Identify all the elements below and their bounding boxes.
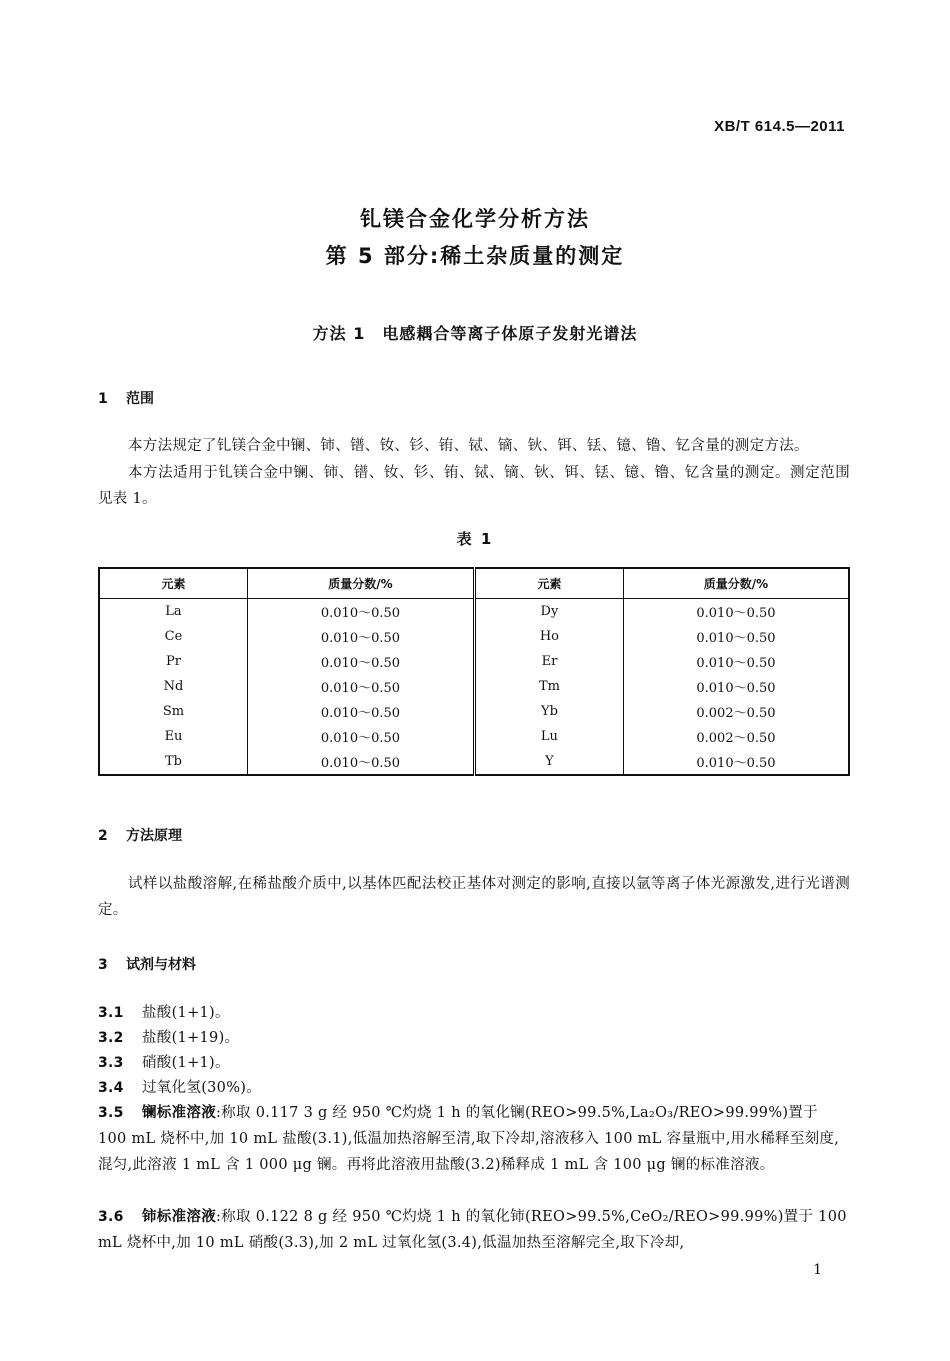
section-3-heading <box>98 954 196 974</box>
range-table <box>98 567 850 776</box>
range-cell: 0.010～0.50 <box>248 724 475 749</box>
range-cell: 0.010～0.50 <box>248 699 475 724</box>
item-label: 铈标准溶液 <box>142 1208 216 1225</box>
item-number: 3.3 <box>98 1055 124 1071</box>
table-row <box>99 749 849 775</box>
reagent-item <box>98 1025 850 1051</box>
element-cell: Sm <box>99 699 248 724</box>
document-title-line2: 第 5 部分:稀土杂质量的测定 <box>325 244 625 268</box>
element-cell: Dy <box>474 599 623 625</box>
table-row <box>99 699 849 724</box>
item-text: :称取 0.122 8 g 经 950 ℃灼烧 1 h 的氧化铈(REO>99.5%,CeO₂/REO>99.99%)置于 100 mL 烧杯中,加 10 mL 硝酸(3.3),加 2 mL 过氧化氢(3.4),低温加热至溶解完全,取下冷却, <box>98 1209 847 1251</box>
table-row <box>99 674 849 699</box>
element-cell: Tm <box>474 674 623 699</box>
section-title: 方法原理 <box>126 828 182 844</box>
header-element: 元素 <box>474 568 623 599</box>
element-cell: Yb <box>474 699 623 724</box>
section-1-heading <box>98 388 154 408</box>
element-cell: Er <box>474 649 623 674</box>
reagent-item <box>98 1000 850 1026</box>
range-cell: 0.010～0.50 <box>623 749 849 775</box>
section-number: 1 <box>98 391 108 407</box>
item-text: 过氧化氢(30%)。 <box>142 1080 262 1096</box>
table-row <box>99 599 849 625</box>
header-element: 元素 <box>99 568 248 599</box>
reagent-item <box>98 1204 850 1256</box>
section-title: 试剂与材料 <box>126 957 196 973</box>
reagent-item <box>98 1050 850 1076</box>
header-mass-fraction: 质量分数/% <box>248 568 475 599</box>
element-cell: Y <box>474 749 623 775</box>
section-1-paragraph-2: 本方法适用于钆镁合金中镧、铈、镨、钕、钐、铕、铽、镝、钬、铒、铥、镱、镥、钇含量的测定。测定范围见表 1。 <box>98 465 850 507</box>
range-cell: 0.010～0.50 <box>248 649 475 674</box>
document-title-line1: 钆镁合金化学分析方法 <box>360 207 590 231</box>
section-1-paragraph-1: 本方法规定了钆镁合金中镧、铈、镨、钕、钐、铕、铽、镝、钬、铒、铥、镱、镥、钇含量的测定方法。 <box>128 438 809 454</box>
table-row <box>99 649 849 674</box>
range-cell: 0.010～0.50 <box>248 624 475 649</box>
item-text: 盐酸(1+19)。 <box>142 1030 240 1046</box>
reagent-item <box>98 1100 850 1178</box>
range-cell: 0.002～0.50 <box>623 699 849 724</box>
element-cell: Pr <box>99 649 248 674</box>
range-cell: 0.002～0.50 <box>623 724 849 749</box>
item-text: :称取 0.117 3 g 经 950 ℃灼烧 1 h 的氧化镧(REO>99.5%,La₂O₃/REO>99.99%)置于 100 mL 烧杯中,加 10 mL 盐酸(3.1),低温加热溶解至清,取下冷却,溶液移入 100 mL 容量瓶中,用水稀释至刻度,混匀,此溶液 1 mL 含 1 000 μg 镧。再将此溶液用盐酸(3.2)稀释成 1 mL 含 100 μg 镧的标准溶液。 <box>98 1105 840 1173</box>
section-2-paragraph: 试样以盐酸溶解,在稀盐酸介质中,以基体匹配法校正基体对测定的影响,直接以氩等离子体光源激发,进行光谱测定。 <box>98 876 850 918</box>
standard-code: XB/T 614.5—2011 <box>714 118 845 135</box>
element-cell: Tb <box>99 749 248 775</box>
table-row <box>99 624 849 649</box>
item-number: 3.4 <box>98 1080 124 1096</box>
item-label: 镧标准溶液 <box>142 1104 216 1121</box>
element-cell: Nd <box>99 674 248 699</box>
element-cell: La <box>99 599 248 625</box>
table-header-row <box>99 568 849 599</box>
range-cell: 0.010～0.50 <box>248 749 475 775</box>
section-title: 范围 <box>126 391 154 407</box>
page-number: 1 <box>813 1262 822 1278</box>
reagent-item <box>98 1075 850 1101</box>
section-2-heading <box>98 825 182 845</box>
range-cell: 0.010～0.50 <box>623 674 849 699</box>
section-number: 2 <box>98 828 108 844</box>
element-cell: Ho <box>474 624 623 649</box>
table-caption: 表 1 <box>456 530 494 548</box>
item-text: 硝酸(1+1)。 <box>142 1055 230 1071</box>
range-cell: 0.010～0.50 <box>623 649 849 674</box>
element-cell: Lu <box>474 724 623 749</box>
range-cell: 0.010～0.50 <box>623 624 849 649</box>
range-cell: 0.010～0.50 <box>623 599 849 625</box>
table-row <box>99 724 849 749</box>
section-number: 3 <box>98 957 108 973</box>
method-title: 方法 1 电感耦合等离子体原子发射光谱法 <box>312 324 638 343</box>
item-number: 3.2 <box>98 1030 124 1046</box>
item-number: 3.5 <box>98 1105 124 1121</box>
item-text: 盐酸(1+1)。 <box>142 1005 230 1021</box>
header-mass-fraction: 质量分数/% <box>623 568 849 599</box>
element-cell: Eu <box>99 724 248 749</box>
range-cell: 0.010～0.50 <box>248 674 475 699</box>
range-cell: 0.010～0.50 <box>248 599 475 625</box>
item-number: 3.6 <box>98 1209 124 1225</box>
item-number: 3.1 <box>98 1005 124 1021</box>
element-cell: Ce <box>99 624 248 649</box>
